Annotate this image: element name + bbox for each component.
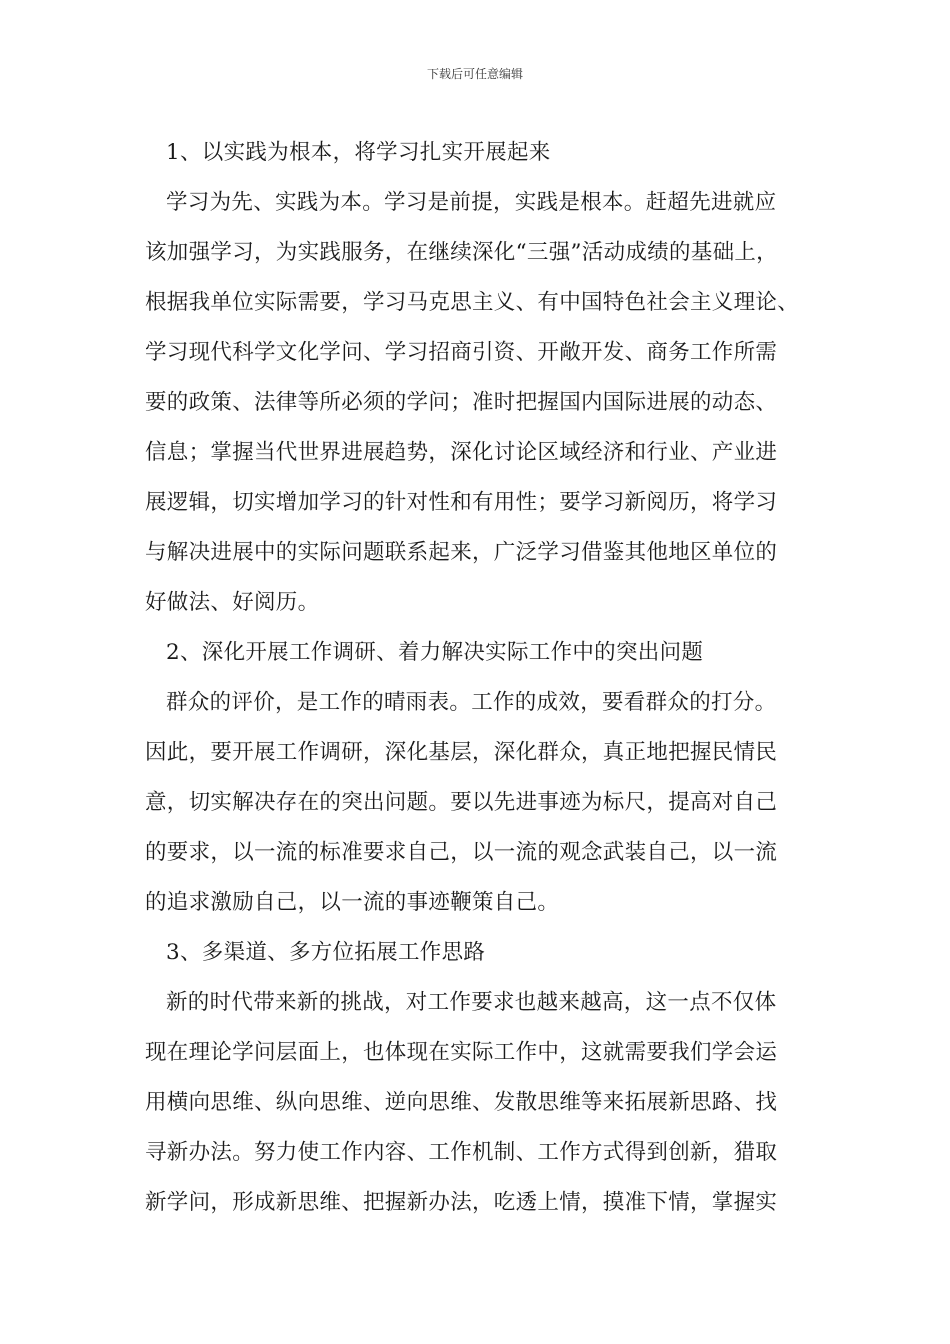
paragraph-line: 根据我单位实际需要，学习马克思主义、有中国特色社会主义理论、 [145, 290, 800, 315]
paragraph-line: 现在理论学问层面上，也体现在实际工作中，这就需要我们学会运 [145, 1040, 778, 1065]
paragraph-line: 信息；掌握当代世界进展趋势，深化讨论区域经济和行业、产业进 [145, 440, 778, 465]
paragraph-line: 新学问，形成新思维、把握新办法，吃透上情，摸准下情，掌握实 [145, 1190, 778, 1215]
section-heading-1: 1、以实践为根本，将学习扎实开展起来 [166, 140, 551, 165]
paragraph-line: 的追求激励自己，以一流的事迹鞭策自己。 [145, 890, 560, 915]
paragraph-line: 与解决进展中的实际问题联系起来，广泛学习借鉴其他地区单位的 [145, 540, 778, 565]
paragraph-line: 群众的评价，是工作的晴雨表。工作的成效，要看群众的打分。 [166, 690, 777, 715]
paragraph-line: 该加强学习，为实践服务，在继续深化“三强”活动成绩的基础上， [145, 240, 778, 265]
page-header-note: 下载后可任意编辑 [426, 67, 523, 81]
paragraph-line: 学习现代科学文化学问、学习招商引资、开敞开发、商务工作所需 [145, 340, 778, 365]
paragraph-line: 要的政策、法律等所必须的学问；准时把握国内国际进展的动态、 [145, 390, 778, 415]
paragraph-line: 用横向思维、纵向思维、逆向思维、发散思维等来拓展新思路、找 [145, 1090, 778, 1115]
paragraph-line: 意，切实解决存在的突出问题。要以先进事迹为标尺，提高对自己 [145, 790, 778, 815]
paragraph-line: 展逻辑，切实增加学习的针对性和有用性；要学习新阅历，将学习 [145, 490, 778, 515]
paragraph-line: 因此，要开展工作调研，深化基层，深化群众，真正地把握民情民 [145, 740, 778, 765]
section-heading-2: 2、深化开展工作调研、着力解决实际工作中的突出问题 [166, 640, 704, 665]
paragraph-line: 寻新办法。努力使工作内容、工作机制、工作方式得到创新，猎取 [145, 1140, 778, 1165]
paragraph-line: 新的时代带来新的挑战，对工作要求也越来越高，这一点不仅体 [166, 990, 777, 1015]
paragraph-line: 学习为先、实践为本。学习是前提，实践是根本。赶超先进就应 [166, 190, 777, 215]
document-body [145, 128, 835, 1228]
section-heading-3: 3、多渠道、多方位拓展工作思路 [166, 940, 486, 965]
paragraph-line: 好做法、好阅历。 [145, 590, 320, 615]
paragraph-line: 的要求，以一流的标准要求自己，以一流的观念武装自己，以一流 [145, 840, 778, 865]
